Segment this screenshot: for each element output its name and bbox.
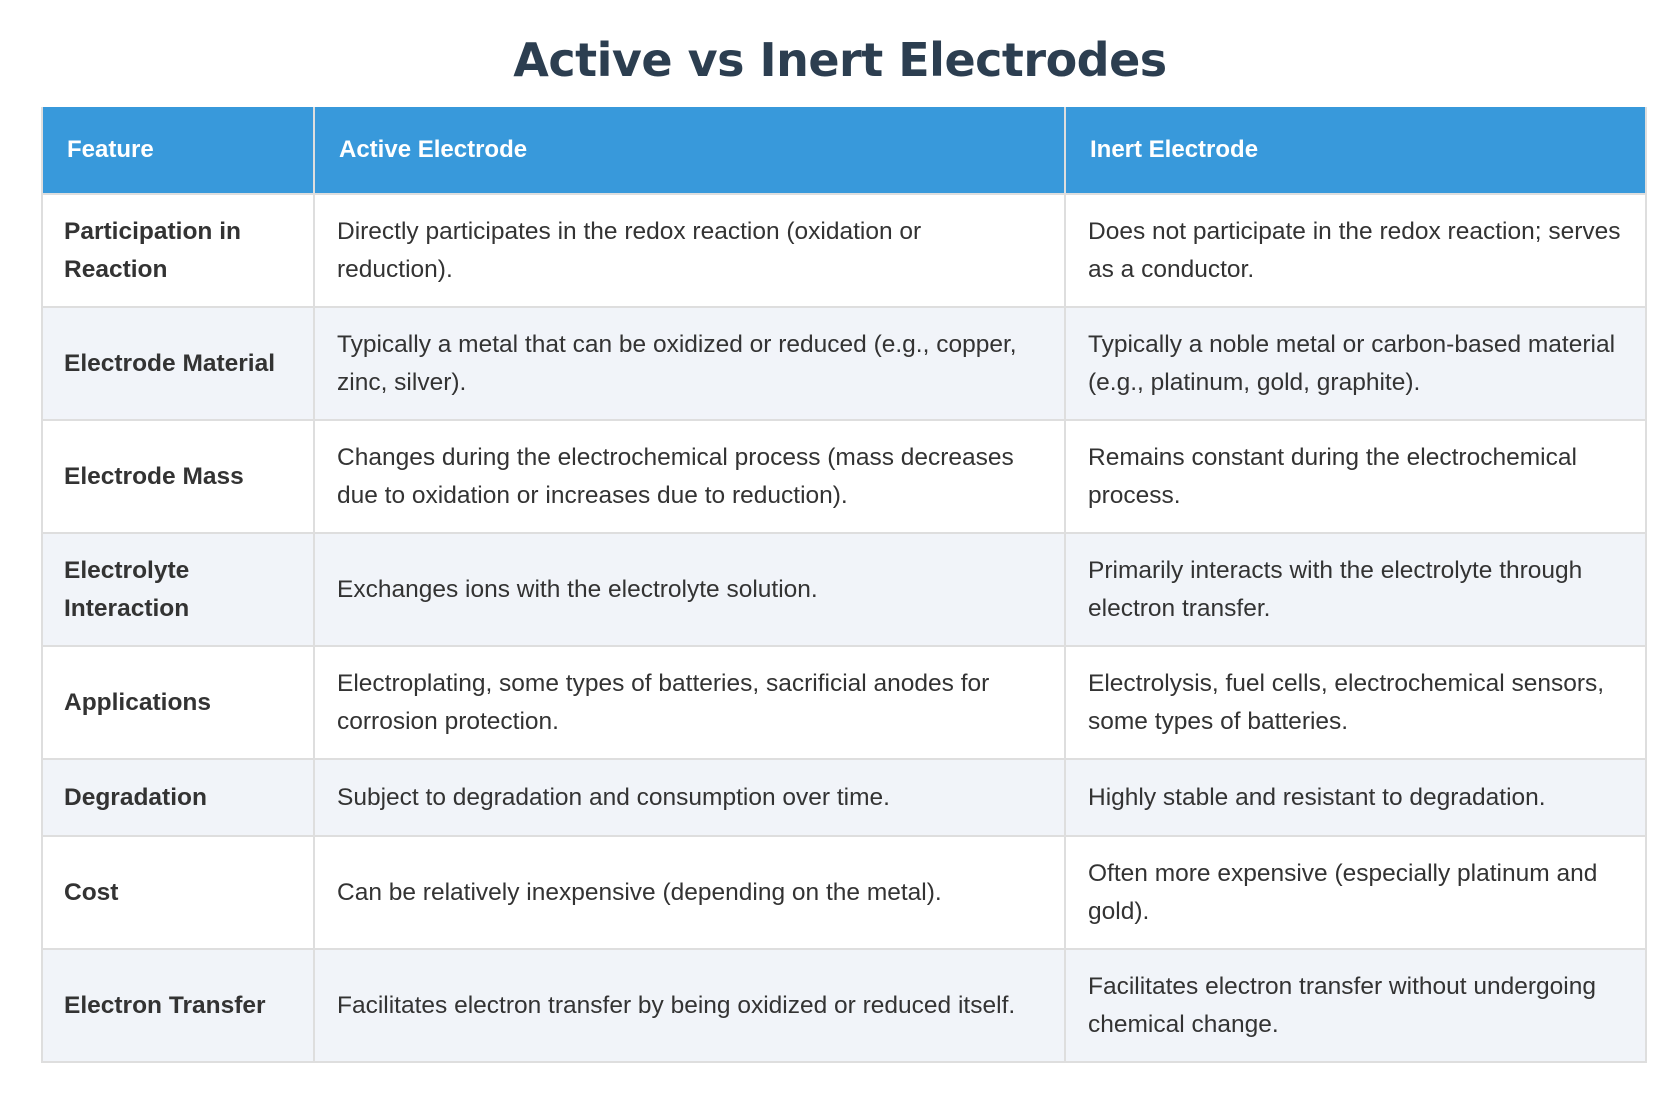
feature-cell: Applications: [42, 646, 314, 759]
header-inert-electrode: Inert Electrode: [1065, 107, 1646, 194]
table-row: [42, 194, 1646, 307]
table-row: [42, 949, 1646, 1062]
feature-cell: Electrode Mass: [42, 420, 314, 533]
comparison-table: [41, 107, 1647, 1063]
active-cell: Electroplating, some types of batteries, sacrificial anodes for corrosion protection.: [314, 646, 1065, 759]
inert-cell: Highly stable and resistant to degradation.: [1065, 759, 1646, 836]
active-cell: Facilitates electron transfer by being oxidized or reduced itself.: [314, 949, 1065, 1062]
active-cell: Can be relatively inexpensive (depending on the metal).: [314, 836, 1065, 949]
active-cell: Directly participates in the redox reaction (oxidation or reduction).: [314, 194, 1065, 307]
active-cell: Changes during the electrochemical process (mass decreases due to oxidation or increases due to reduction).: [314, 420, 1065, 533]
inert-cell: Facilitates electron transfer without undergoing chemical change.: [1065, 949, 1646, 1062]
inert-cell: Typically a noble metal or carbon-based material (e.g., platinum, gold, graphite).: [1065, 307, 1646, 420]
inert-cell: Electrolysis, fuel cells, electrochemical sensors, some types of batteries.: [1065, 646, 1646, 759]
feature-cell: Electrolyte Interaction: [42, 533, 314, 646]
active-cell: Exchanges ions with the electrolyte solution.: [314, 533, 1065, 646]
table-row: [42, 646, 1646, 759]
table-row: [42, 759, 1646, 836]
inert-cell: Does not participate in the redox reaction; serves as a conductor.: [1065, 194, 1646, 307]
table-row: [42, 420, 1646, 533]
table-row: [42, 836, 1646, 949]
feature-cell: Cost: [42, 836, 314, 949]
page-title: Active vs Inert Electrodes: [513, 33, 1167, 87]
table-header-row: [42, 107, 1646, 194]
table-row: [42, 307, 1646, 420]
inert-cell: Remains constant during the electrochemical process.: [1065, 420, 1646, 533]
header-active-electrode: Active Electrode: [314, 107, 1065, 194]
feature-cell: Participation in Reaction: [42, 194, 314, 307]
inert-cell: Primarily interacts with the electrolyte through electron transfer.: [1065, 533, 1646, 646]
active-cell: Typically a metal that can be oxidized or reduced (e.g., copper, zinc, silver).: [314, 307, 1065, 420]
header-feature: Feature: [42, 107, 314, 194]
feature-cell: Electrode Material: [42, 307, 314, 420]
feature-cell: Degradation: [42, 759, 314, 836]
table-row: [42, 533, 1646, 646]
inert-cell: Often more expensive (especially platinum and gold).: [1065, 836, 1646, 949]
active-cell: Subject to degradation and consumption over time.: [314, 759, 1065, 836]
feature-cell: Electron Transfer: [42, 949, 314, 1062]
